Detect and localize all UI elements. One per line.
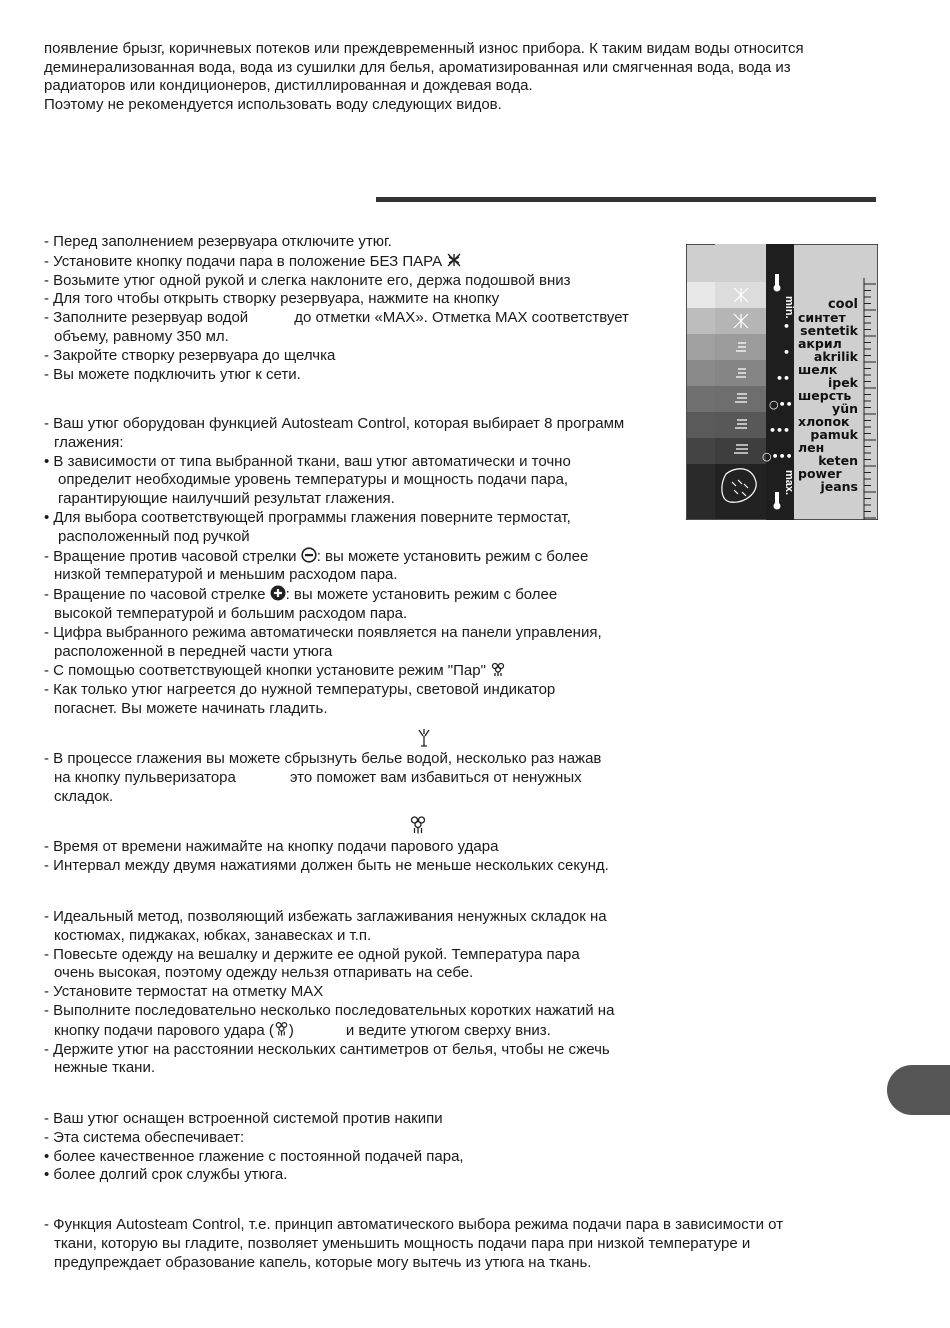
fabric-label-alt: yün: [832, 401, 858, 416]
spray-section: [44, 750, 601, 806]
fabric-label: лен: [798, 440, 825, 455]
list-item-continued: расположенной в передней части утюга: [54, 642, 333, 660]
list-item-continued: высокой температурой и большим расходом пара.: [54, 604, 408, 622]
list-item: - Функция Autosteam Control, т.е. принцип автоматического выбора режима подачи пара в зависимости от: [44, 1216, 784, 1233]
list-item: - Выполните последовательно несколько последовательных коротких нажатий на: [44, 1001, 615, 1019]
fabric-label-alt: ipek: [827, 375, 858, 390]
list-item: - Установите термостат на отметку MAX: [44, 983, 324, 1001]
list-item-continued: глажения:: [54, 433, 124, 451]
filling-section: [44, 233, 629, 384]
intro-line: радиаторов или кондиционеров, дистиллированная и дождевая вода.: [44, 77, 533, 95]
list-item: - Вы можете подключить утюг к сети.: [44, 365, 301, 383]
list-item: - Возьмите утюг одной рукой и слегка наклоните его, держа подошвой вниз: [44, 271, 571, 289]
bullet-item-continued: гарантирующие наилучший результат глажения.: [58, 490, 395, 508]
intro-line: Поэтому не рекомендуется использовать воду следующих видов.: [44, 95, 502, 113]
fabric-label-alt: akrilik: [813, 349, 858, 364]
intro-line: появление брызг, коричневых потеков или преждевременный износ прибора. К таким видам воды относится: [44, 40, 804, 57]
steam-burst-icon: [274, 1021, 289, 1037]
min-label: min.: [783, 296, 795, 319]
temperature-dots: ○•••: [762, 450, 793, 463]
temperature-dots: •••: [769, 424, 791, 437]
list-item-continued: ткани, которую вы гладите, позволяет уменьшить мощность подачи пара при низкой температуре и: [54, 1234, 751, 1252]
spray-icon: [416, 728, 432, 748]
list-item: - Идеальный метод, позволяющий избежать заглаживания ненужных складок на: [44, 908, 607, 925]
steam-burst-icon: [409, 815, 427, 835]
temperature-dots: •: [783, 346, 791, 359]
list-item-continued: погаснет. Вы можете начинать гладить.: [54, 699, 328, 717]
fabric-label: шелк: [798, 362, 838, 377]
fabric-label: cool: [827, 297, 858, 312]
list-item: - В процессе глажения вы можете сбрызнуть белье водой, несколько раз нажав: [44, 750, 602, 767]
list-item: - Эта система обеспечивает:: [44, 1128, 245, 1146]
temperature-dots: ••: [776, 372, 791, 385]
list-item: - Перед заполнением резервуара отключите утюг.: [44, 233, 392, 250]
list-item: - Вращение против часовой стрелки : вы можете установить режим с более: [44, 547, 589, 565]
list-item-continued: низкой температурой и меньшим расходом пара.: [54, 566, 398, 584]
fabric-label-alt: keten: [818, 453, 858, 468]
bullet-item: • более качественное глажение с постоянной подачей пара,: [44, 1147, 464, 1165]
list-item: - С помощью соответствующей кнопки установите режим "Пар": [44, 661, 624, 681]
list-item: - Повесьте одежду на вешалку и держите ее одной рукой. Температура пара: [44, 945, 580, 963]
bullet-item-continued: расположенный под ручкой: [58, 527, 250, 545]
temperature-dots: •: [783, 320, 791, 333]
fabric-label: хлопок: [798, 414, 850, 429]
list-item-continued: очень высокая, поэтому одежду нельзя отпаривать на себе.: [54, 964, 474, 982]
list-item: - Ваш утюг оснащен встроенной системой против накипи: [44, 1110, 443, 1127]
language-tab: [887, 1065, 950, 1115]
fabric-label: синтет: [798, 310, 846, 325]
fabric-label: шерсть: [798, 388, 852, 403]
list-item: - Ваш утюг оборудован функцией Autosteam Control, которая выбирает 8 программ: [44, 415, 625, 432]
list-item-continued: нежные ткани.: [54, 1059, 156, 1077]
autosteam-section: [44, 415, 624, 719]
section-rule: [376, 197, 876, 202]
list-item: - Для того чтобы открыть створку резервуара, нажмите на кнопку: [44, 290, 500, 308]
list-item-continued: кнопку подачи парового удара ( ) и ведите утюгом сверху вниз.: [54, 1021, 551, 1039]
bullet-item: • более долгий срок службы утюга.: [44, 1166, 288, 1184]
list-item: - Закройте створку резервуара до щелчка: [44, 346, 336, 364]
fabric-label: power: [798, 466, 842, 481]
burst-section: [44, 838, 609, 876]
list-item-continued: объему, равному 350 мл.: [54, 327, 229, 345]
temperature-dots: ○••: [769, 398, 793, 411]
fabric-label-alt: sentetik: [800, 323, 858, 338]
bullet-item-continued: определит необходимые уровень температуры и мощность подачи пара,: [58, 471, 569, 489]
list-item: - Заполните резервуар водой до отметки «MAX». Отметка MAX соответствует: [44, 309, 629, 327]
max-label: max.: [783, 470, 795, 496]
minus-circle-icon: [301, 547, 317, 563]
list-item: - Цифра выбранного режима автоматически появляется на панели управления,: [44, 623, 602, 641]
list-item: - Установите кнопку подачи пара в положение БЕЗ ПАРА: [44, 252, 629, 272]
list-item: - Интервал между двумя нажатиями должен быть не меньше нескольких секунд.: [44, 856, 609, 874]
plus-circle-icon: [270, 585, 286, 601]
thermostat-dial: [686, 244, 878, 520]
intro-line: деминерализованная вода, вода из сушилки для белья, ароматизированная или смягченная вода, вода из: [44, 58, 791, 76]
list-item-continued: костюмах, пиджаках, юбках, занавесках и т.п.: [54, 926, 372, 944]
list-item: - Как только утюг нагреется до нужной температуры, световой индикатор: [44, 681, 556, 699]
list-item: - Держите утюг на расстоянии нескольких сантиметров от белья, чтобы не сжечь: [44, 1040, 610, 1058]
bullet-item: • Для выбора соответствующей программы глажения поверните термостат,: [44, 508, 571, 526]
fabric-label-alt: jeans: [820, 479, 858, 494]
list-item-continued: предупреждает образование капель, которые могу вытечь из утюга на ткань.: [54, 1253, 592, 1271]
list-item-continued: на кнопку пульверизатора это поможет вам избавиться от ненужных: [54, 768, 582, 786]
fabric-label: акрил: [798, 336, 842, 351]
list-item-continued: складок.: [54, 787, 114, 805]
final-section: [44, 1216, 783, 1272]
fabric-label-alt: pamuk: [810, 427, 858, 442]
list-item: - Время от времени нажимайте на кнопку подачи парового удара: [44, 838, 499, 855]
intro-paragraph: [44, 40, 874, 114]
no-steam-icon: [446, 252, 462, 268]
anticalc-section: [44, 1110, 464, 1185]
vertical-section: [44, 908, 614, 1078]
bullet-item: • В зависимости от типа выбранной ткани, ваш утюг автоматически и точно: [44, 452, 571, 470]
list-item: - Вращение по часовой стрелке : вы можете установить режим с более: [44, 586, 558, 604]
steam-icon: [490, 661, 506, 677]
